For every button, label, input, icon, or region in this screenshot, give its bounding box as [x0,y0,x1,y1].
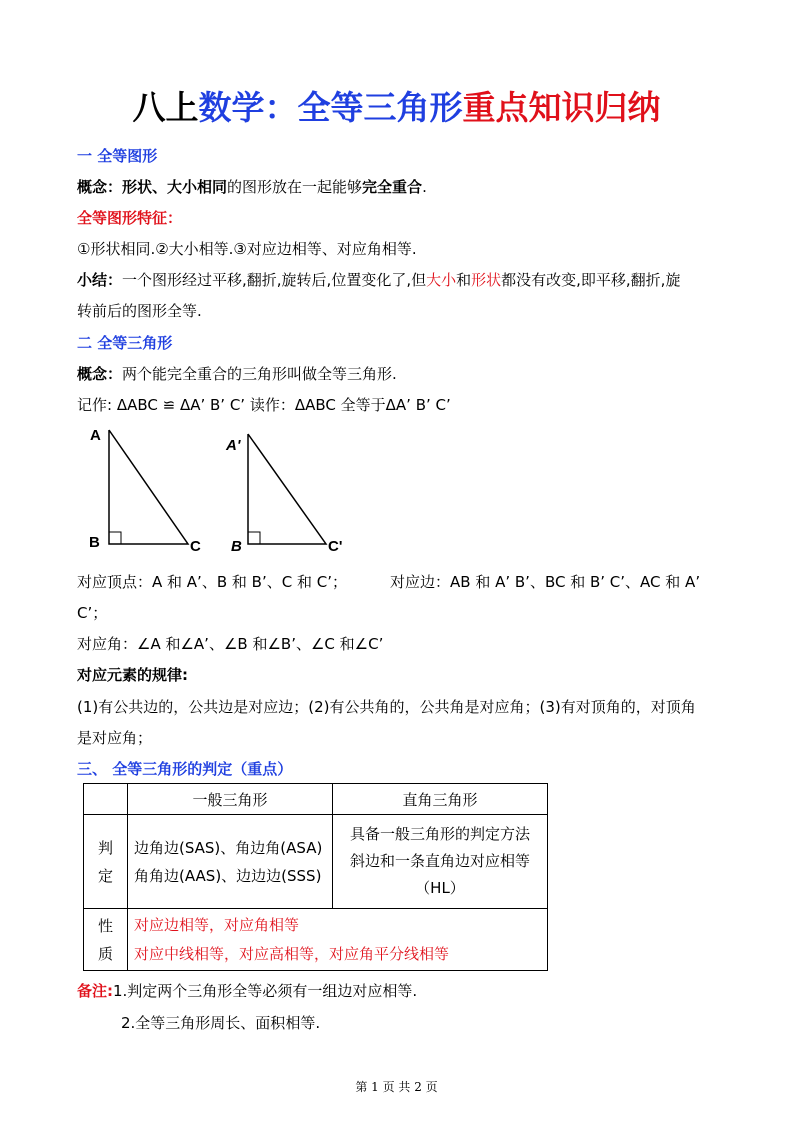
s2-concept-line [77,363,397,384]
s1-summary-and: 和 [456,271,472,289]
s3-note-line1 [77,980,417,1001]
s1-concept-bold2: 完全重合 [362,178,423,196]
section2-heading: 二 全等三角形 [77,334,173,352]
s1-summary-red-shape: 形状 [471,271,502,289]
s2-rule-line2: 是对应角； [77,729,153,747]
tri1-label-a: A [90,427,101,444]
row1-label-char1: 判 [97,838,113,857]
s1-concept-mid: 的图形放在一起能够 [227,178,363,196]
s2-rule-heading: 对应元素的规律: [77,666,188,684]
tri1-label-c: C [190,538,201,555]
s2-rule-line1: (1)有公共边的，公共边是对应边；(2)有公共角的，公共角是对应角；(3)有对顶角的，对顶角 [77,698,696,716]
s1-summary-b: 都没有改变,即平移,翻折,旋 [501,271,681,289]
table-row1-right [333,815,548,909]
title-part-topic: 数学：全等三角形 [198,88,463,127]
table-header-general: 一般三角形 [128,784,333,815]
s1-summary-line2: 转前后的图形全等. [77,302,202,320]
triangle-abc [89,427,201,555]
tri2-label-c: C' [328,538,343,555]
s2-vertices: 对应顶点：A 和 A’、B 和 B’、C 和 C’； [77,573,347,591]
criteria-right-line2: 斜边和一条直角边对应相等 [349,852,530,870]
s1-concept-label: 概念： [77,178,123,196]
row1-label-char2: 定 [97,866,113,885]
s3-note1: 1.判定两个三角形全等必须有一组边对应相等. [113,982,418,1000]
s2-concept-label: 概念： [77,365,123,383]
row2-label-char2: 质 [97,944,113,963]
s1-concept-line [77,176,427,197]
congruence-table [83,783,548,971]
triangle-a-prime-b-prime-c-prime [225,434,342,555]
title-part-grade: 八上 [132,88,199,127]
tri2-label-b: B [231,538,242,555]
s1-summary-label: 小结： [77,271,123,289]
criteria-right-line1: 具备一般三角形的判定方法 [349,825,530,843]
triangle-diagram [80,420,370,560]
criteria-general-line2: 角角边(AAS)、边边边(SSS) [134,866,322,885]
s3-note-line2: 2.全等三角形周长、面积相等. [121,1014,321,1032]
table-row-properties [84,909,548,971]
s1-summary-line1 [77,269,680,290]
s1-concept-end: . [422,178,427,196]
s2-notation: 记作: ΔABC ≌ ΔA’ B’ C’ 读作：ΔABC 全等于ΔA’ B’ C’ [77,396,451,414]
page-title [0,82,793,129]
properties-line2: 对应中线相等，对应高相等，对应角平分线相等 [134,944,450,963]
s2-sides-b: C’； [77,604,108,622]
s1-summary-red-size: 大小 [426,271,457,289]
table-header-row [84,784,548,815]
table-corner-cell [84,784,128,815]
page-footer: 第 1 页 共 2 页 [355,1080,438,1094]
s2-angles: 对应角：∠A 和∠A’、∠B 和∠B’、∠C 和∠C’ [77,635,384,653]
table-row-criteria [84,815,548,909]
properties-line1: 对应边相等，对应角相等 [134,915,300,934]
criteria-general-line1: 边角边(SAS)、角边角(ASA) [134,838,323,857]
table-row2-properties [128,909,548,971]
s2-sides-a: 对应边：AB 和 A’ B’、BC 和 B’ C’、AC 和 A’ [390,573,701,591]
s1-features-heading: 全等图形特征： [77,209,183,227]
criteria-right-line3: （HL） [415,879,465,897]
table-row1-general [128,815,333,909]
s1-summary-a: 一个图形经过平移,翻折,旋转后,位置变化了,但 [122,271,427,289]
s1-features-text: ①形状相同.②大小相等.③对应边相等、对应角相等. [77,240,417,258]
s3-note-label: 备注: [77,982,113,1000]
section3-heading: 三、 全等三角形的判定（重点） [77,760,293,778]
title-part-summary: 重点知识归纳 [462,88,661,127]
section1-heading: 一 全等图形 [77,147,158,165]
tri1-label-b: B [89,534,100,551]
row2-label-char1: 性 [97,916,113,935]
s2-concept-text: 两个能完全重合的三角形叫做全等三角形. [122,365,397,383]
tri2-label-a: A' [226,437,241,454]
s1-concept-bold1: 形状、大小相同 [122,178,228,196]
table-row2-label [84,909,128,971]
table-row1-label [84,815,128,909]
table-header-right: 直角三角形 [333,784,548,815]
